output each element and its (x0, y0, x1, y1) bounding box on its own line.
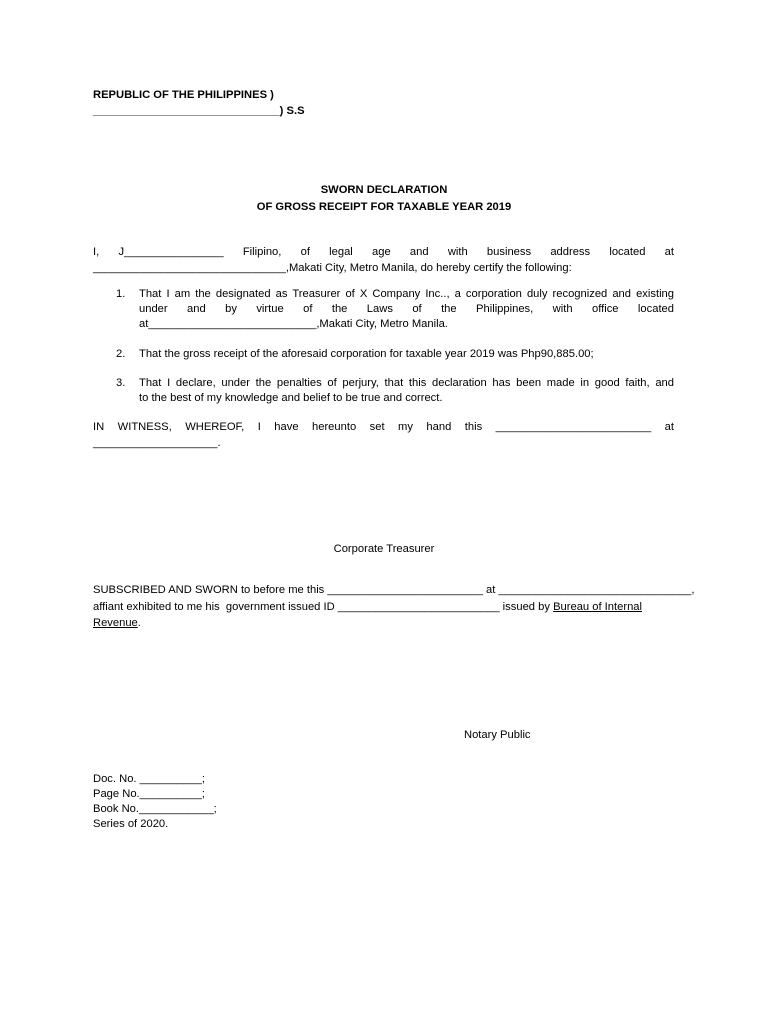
venue-republic: REPUBLIC OF THE PHILIPPINES ) (93, 89, 274, 101)
witness-line-2: ____________________. (93, 437, 221, 449)
jurat-line-3-period: . (137, 617, 141, 629)
document-title: SWORN DECLARATION (320, 184, 448, 196)
item-3-line-2: to the best of my knowledge and belief to be true and correct. (139, 392, 443, 404)
jurat-line-1: SUBSCRIBED AND SWORN to before me this _________________________ at _______________________________, (93, 584, 695, 596)
item-2-line-1: That the gross receipt of the aforesaid corporation for taxable year 2019 was Php90,885.00; (139, 348, 594, 360)
intro-line-2: _______________________________,Makati City, Metro Manila, do hereby certify the following: (93, 262, 572, 274)
jurat-line-2 (93, 600, 642, 615)
issuer-revenue: Revenue (93, 617, 138, 629)
jurat-line-3 (93, 616, 141, 631)
signature-notary-public: Notary Public (464, 729, 531, 741)
book-no: Book No.____________; (93, 803, 217, 815)
page-no: Page No.__________; (93, 788, 205, 800)
jurat-line-2-text: affiant exhibited to me his government issued ID __________________________ issued by (93, 601, 554, 613)
doc-no: Doc. No. __________; (93, 773, 205, 785)
venue-ss: ______________________________) S.S (93, 105, 305, 117)
signature-corporate-treasurer: Corporate Treasurer (333, 543, 435, 555)
issuer-bureau-of-internal: Bureau of Internal (553, 601, 642, 613)
witness-line-1: IN WITNESS, WHEREOF, I have hereunto set my hand this _________________________ at (93, 421, 674, 433)
item-1-number: 1. (116, 288, 126, 300)
item-2-number: 2. (116, 348, 126, 360)
item-1-line-3: at___________________________,Makati City, Metro Manila. (139, 318, 448, 330)
item-1-line-1: That I am the designated as Treasurer of X Company Inc.., a corporation duly recognized and existing (139, 288, 674, 300)
item-3-line-1: That I declare, under the penalties of perjury, that this declaration has been made in good faith, and (139, 377, 674, 389)
document-subtitle: OF GROSS RECEIPT FOR TAXABLE YEAR 2019 (256, 201, 512, 213)
series-of: Series of 2020. (93, 818, 169, 830)
item-1-line-2: under and by virtue of the Laws of the Philippines, with office located (139, 303, 674, 315)
item-3-number: 3. (116, 377, 126, 389)
intro-line-1: I, J________________ Filipino, of legal age and with business address located at (93, 246, 674, 258)
